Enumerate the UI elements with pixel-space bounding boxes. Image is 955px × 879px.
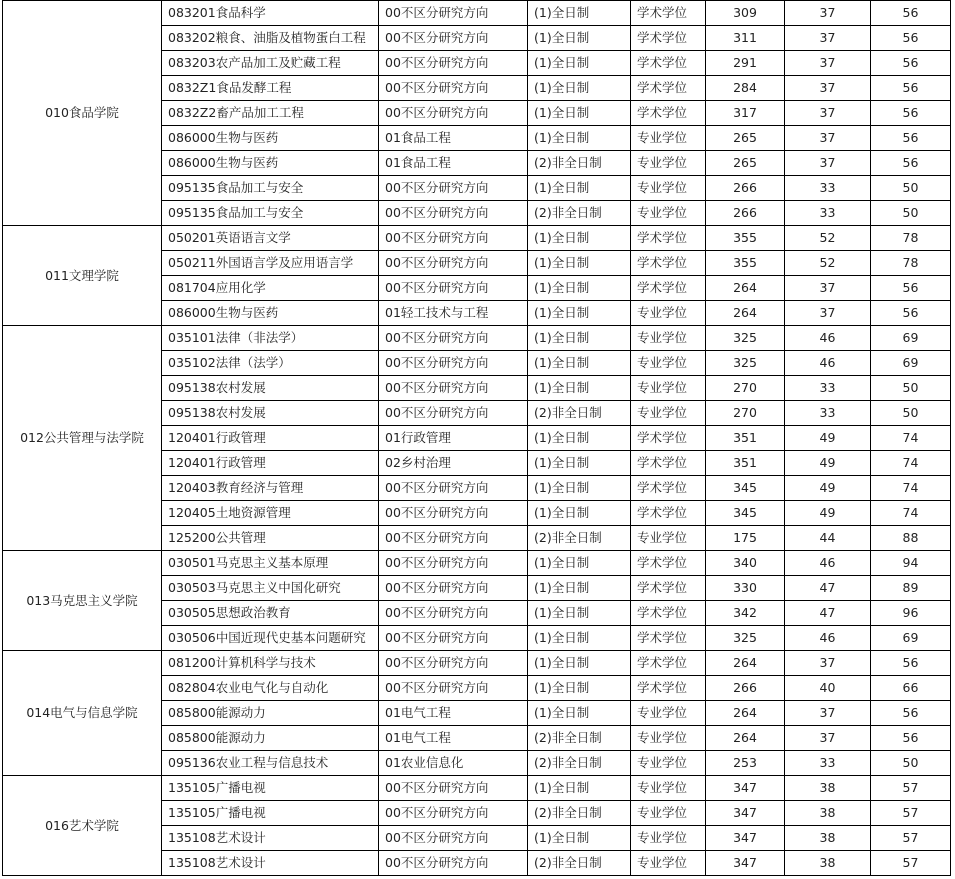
- single-subject-cell: 37: [785, 26, 871, 51]
- degree-type-cell: 专业学位: [631, 176, 706, 201]
- degree-type-cell: 学术学位: [631, 501, 706, 526]
- direction-cell: 01电气工程: [379, 726, 528, 751]
- major-cell: 095138农村发展: [162, 401, 379, 426]
- other-subject-cell: 50: [871, 401, 951, 426]
- single-subject-cell: 47: [785, 601, 871, 626]
- single-subject-cell: 49: [785, 476, 871, 501]
- total-score-cell: 291: [706, 51, 785, 76]
- single-subject-cell: 52: [785, 251, 871, 276]
- major-cell: 083203农产品加工及贮藏工程: [162, 51, 379, 76]
- single-subject-cell: 47: [785, 576, 871, 601]
- degree-type-cell: 专业学位: [631, 751, 706, 776]
- total-score-cell: 264: [706, 651, 785, 676]
- degree-type-cell: 学术学位: [631, 76, 706, 101]
- direction-cell: 01食品工程: [379, 126, 528, 151]
- single-subject-cell: 40: [785, 676, 871, 701]
- table-row: [3, 551, 951, 576]
- degree-type-cell: 专业学位: [631, 401, 706, 426]
- other-subject-cell: 56: [871, 1, 951, 26]
- total-score-cell: 355: [706, 226, 785, 251]
- single-subject-cell: 37: [785, 101, 871, 126]
- direction-cell: 00不区分研究方向: [379, 801, 528, 826]
- degree-type-cell: 学术学位: [631, 426, 706, 451]
- other-subject-cell: 57: [871, 776, 951, 801]
- other-subject-cell: 74: [871, 451, 951, 476]
- other-subject-cell: 56: [871, 726, 951, 751]
- direction-cell: 01行政管理: [379, 426, 528, 451]
- other-subject-cell: 50: [871, 201, 951, 226]
- study-mode-cell: (2)非全日制: [528, 801, 631, 826]
- total-score-cell: 264: [706, 276, 785, 301]
- direction-cell: 00不区分研究方向: [379, 226, 528, 251]
- degree-type-cell: 学术学位: [631, 676, 706, 701]
- study-mode-cell: (1)全日制: [528, 276, 631, 301]
- single-subject-cell: 33: [785, 201, 871, 226]
- major-cell: 030503马克思主义中国化研究: [162, 576, 379, 601]
- study-mode-cell: (1)全日制: [528, 701, 631, 726]
- total-score-cell: 342: [706, 601, 785, 626]
- direction-cell: 00不区分研究方向: [379, 351, 528, 376]
- total-score-cell: 311: [706, 26, 785, 51]
- study-mode-cell: (1)全日制: [528, 776, 631, 801]
- single-subject-cell: 37: [785, 1, 871, 26]
- total-score-cell: 355: [706, 251, 785, 276]
- total-score-cell: 253: [706, 751, 785, 776]
- direction-cell: 00不区分研究方向: [379, 201, 528, 226]
- direction-cell: 00不区分研究方向: [379, 576, 528, 601]
- direction-cell: 01电气工程: [379, 701, 528, 726]
- study-mode-cell: (1)全日制: [528, 351, 631, 376]
- other-subject-cell: 96: [871, 601, 951, 626]
- other-subject-cell: 88: [871, 526, 951, 551]
- degree-type-cell: 学术学位: [631, 101, 706, 126]
- degree-type-cell: 专业学位: [631, 851, 706, 876]
- major-cell: 135105广播电视: [162, 801, 379, 826]
- degree-type-cell: 专业学位: [631, 726, 706, 751]
- direction-cell: 00不区分研究方向: [379, 601, 528, 626]
- single-subject-cell: 33: [785, 376, 871, 401]
- degree-type-cell: 专业学位: [631, 351, 706, 376]
- other-subject-cell: 69: [871, 351, 951, 376]
- major-cell: 083202粮食、油脂及植物蛋白工程: [162, 26, 379, 51]
- degree-type-cell: 学术学位: [631, 576, 706, 601]
- total-score-cell: 347: [706, 851, 785, 876]
- single-subject-cell: 38: [785, 801, 871, 826]
- single-subject-cell: 44: [785, 526, 871, 551]
- total-score-cell: 264: [706, 701, 785, 726]
- total-score-cell: 265: [706, 126, 785, 151]
- total-score-cell: 175: [706, 526, 785, 551]
- college-cell: 014电气与信息学院: [3, 651, 162, 776]
- study-mode-cell: (1)全日制: [528, 576, 631, 601]
- total-score-cell: 265: [706, 151, 785, 176]
- degree-type-cell: 专业学位: [631, 801, 706, 826]
- degree-type-cell: 专业学位: [631, 526, 706, 551]
- single-subject-cell: 38: [785, 826, 871, 851]
- major-cell: 035102法律（法学）: [162, 351, 379, 376]
- other-subject-cell: 56: [871, 276, 951, 301]
- major-cell: 082804农业电气化与自动化: [162, 676, 379, 701]
- single-subject-cell: 33: [785, 176, 871, 201]
- total-score-cell: 264: [706, 301, 785, 326]
- study-mode-cell: (2)非全日制: [528, 751, 631, 776]
- degree-type-cell: 学术学位: [631, 251, 706, 276]
- direction-cell: 00不区分研究方向: [379, 526, 528, 551]
- total-score-cell: 351: [706, 451, 785, 476]
- table-row: [3, 326, 951, 351]
- other-subject-cell: 57: [871, 801, 951, 826]
- study-mode-cell: (2)非全日制: [528, 151, 631, 176]
- study-mode-cell: (2)非全日制: [528, 401, 631, 426]
- single-subject-cell: 38: [785, 776, 871, 801]
- direction-cell: 00不区分研究方向: [379, 376, 528, 401]
- major-cell: 085800能源动力: [162, 726, 379, 751]
- major-cell: 0832Z2畜产品加工工程: [162, 101, 379, 126]
- single-subject-cell: 37: [785, 701, 871, 726]
- study-mode-cell: (1)全日制: [528, 301, 631, 326]
- direction-cell: 00不区分研究方向: [379, 101, 528, 126]
- study-mode-cell: (1)全日制: [528, 426, 631, 451]
- total-score-cell: 325: [706, 351, 785, 376]
- direction-cell: 00不区分研究方向: [379, 251, 528, 276]
- single-subject-cell: 37: [785, 126, 871, 151]
- direction-cell: 00不区分研究方向: [379, 651, 528, 676]
- college-cell: 010食品学院: [3, 1, 162, 226]
- other-subject-cell: 74: [871, 501, 951, 526]
- single-subject-cell: 46: [785, 351, 871, 376]
- study-mode-cell: (1)全日制: [528, 251, 631, 276]
- single-subject-cell: 46: [785, 551, 871, 576]
- total-score-cell: 266: [706, 201, 785, 226]
- study-mode-cell: (1)全日制: [528, 51, 631, 76]
- direction-cell: 01轻工技术与工程: [379, 301, 528, 326]
- study-mode-cell: (1)全日制: [528, 501, 631, 526]
- study-mode-cell: (2)非全日制: [528, 526, 631, 551]
- study-mode-cell: (1)全日制: [528, 601, 631, 626]
- major-cell: 135105广播电视: [162, 776, 379, 801]
- other-subject-cell: 50: [871, 751, 951, 776]
- study-mode-cell: (1)全日制: [528, 76, 631, 101]
- other-subject-cell: 56: [871, 76, 951, 101]
- degree-type-cell: 学术学位: [631, 51, 706, 76]
- major-cell: 035101法律（非法学）: [162, 326, 379, 351]
- study-mode-cell: (1)全日制: [528, 126, 631, 151]
- major-cell: 095135食品加工与安全: [162, 176, 379, 201]
- other-subject-cell: 56: [871, 126, 951, 151]
- degree-type-cell: 专业学位: [631, 301, 706, 326]
- college-cell: 013马克思主义学院: [3, 551, 162, 651]
- direction-cell: 00不区分研究方向: [379, 326, 528, 351]
- total-score-cell: 270: [706, 376, 785, 401]
- other-subject-cell: 89: [871, 576, 951, 601]
- total-score-cell: 330: [706, 576, 785, 601]
- table-row: [3, 776, 951, 801]
- major-cell: 0832Z1食品发酵工程: [162, 76, 379, 101]
- single-subject-cell: 37: [785, 51, 871, 76]
- other-subject-cell: 56: [871, 101, 951, 126]
- total-score-cell: 270: [706, 401, 785, 426]
- degree-type-cell: 专业学位: [631, 701, 706, 726]
- direction-cell: 00不区分研究方向: [379, 626, 528, 651]
- study-mode-cell: (1)全日制: [528, 551, 631, 576]
- study-mode-cell: (1)全日制: [528, 26, 631, 51]
- major-cell: 095136农业工程与信息技术: [162, 751, 379, 776]
- degree-type-cell: 专业学位: [631, 326, 706, 351]
- study-mode-cell: (2)非全日制: [528, 726, 631, 751]
- degree-type-cell: 学术学位: [631, 276, 706, 301]
- single-subject-cell: 49: [785, 426, 871, 451]
- total-score-cell: 266: [706, 676, 785, 701]
- major-cell: 030506中国近现代史基本问题研究: [162, 626, 379, 651]
- total-score-cell: 284: [706, 76, 785, 101]
- direction-cell: 00不区分研究方向: [379, 51, 528, 76]
- single-subject-cell: 33: [785, 401, 871, 426]
- major-cell: 081200计算机科学与技术: [162, 651, 379, 676]
- major-cell: 086000生物与医药: [162, 151, 379, 176]
- degree-type-cell: 专业学位: [631, 201, 706, 226]
- major-cell: 083201食品科学: [162, 1, 379, 26]
- table-body: [3, 1, 951, 876]
- other-subject-cell: 56: [871, 151, 951, 176]
- study-mode-cell: (1)全日制: [528, 451, 631, 476]
- study-mode-cell: (1)全日制: [528, 676, 631, 701]
- direction-cell: 00不区分研究方向: [379, 851, 528, 876]
- degree-type-cell: 专业学位: [631, 776, 706, 801]
- major-cell: 030501马克思主义基本原理: [162, 551, 379, 576]
- other-subject-cell: 66: [871, 676, 951, 701]
- other-subject-cell: 69: [871, 626, 951, 651]
- degree-type-cell: 学术学位: [631, 476, 706, 501]
- total-score-cell: 347: [706, 826, 785, 851]
- degree-type-cell: 专业学位: [631, 151, 706, 176]
- college-cell: 012公共管理与法学院: [3, 326, 162, 551]
- major-cell: 085800能源动力: [162, 701, 379, 726]
- degree-type-cell: 专业学位: [631, 376, 706, 401]
- total-score-cell: 264: [706, 726, 785, 751]
- table-row: [3, 651, 951, 676]
- other-subject-cell: 94: [871, 551, 951, 576]
- direction-cell: 00不区分研究方向: [379, 676, 528, 701]
- direction-cell: 00不区分研究方向: [379, 76, 528, 101]
- single-subject-cell: 37: [785, 76, 871, 101]
- degree-type-cell: 学术学位: [631, 26, 706, 51]
- degree-type-cell: 学术学位: [631, 226, 706, 251]
- table-row: [3, 1, 951, 26]
- study-mode-cell: (1)全日制: [528, 1, 631, 26]
- total-score-cell: 345: [706, 501, 785, 526]
- total-score-cell: 317: [706, 101, 785, 126]
- degree-type-cell: 学术学位: [631, 601, 706, 626]
- other-subject-cell: 69: [871, 326, 951, 351]
- major-cell: 120403教育经济与管理: [162, 476, 379, 501]
- total-score-cell: 347: [706, 776, 785, 801]
- total-score-cell: 351: [706, 426, 785, 451]
- other-subject-cell: 74: [871, 476, 951, 501]
- major-cell: 050211外国语言学及应用语言学: [162, 251, 379, 276]
- major-cell: 095138农村发展: [162, 376, 379, 401]
- major-cell: 120401行政管理: [162, 426, 379, 451]
- major-cell: 081704应用化学: [162, 276, 379, 301]
- other-subject-cell: 78: [871, 251, 951, 276]
- single-subject-cell: 38: [785, 851, 871, 876]
- direction-cell: 02乡村治理: [379, 451, 528, 476]
- total-score-cell: 309: [706, 1, 785, 26]
- single-subject-cell: 46: [785, 626, 871, 651]
- direction-cell: 00不区分研究方向: [379, 26, 528, 51]
- other-subject-cell: 56: [871, 651, 951, 676]
- single-subject-cell: 37: [785, 651, 871, 676]
- degree-type-cell: 学术学位: [631, 451, 706, 476]
- study-mode-cell: (1)全日制: [528, 326, 631, 351]
- degree-type-cell: 学术学位: [631, 626, 706, 651]
- direction-cell: 00不区分研究方向: [379, 501, 528, 526]
- admission-score-table: [2, 0, 951, 876]
- other-subject-cell: 56: [871, 301, 951, 326]
- major-cell: 135108艺术设计: [162, 826, 379, 851]
- major-cell: 120405土地资源管理: [162, 501, 379, 526]
- study-mode-cell: (1)全日制: [528, 376, 631, 401]
- college-cell: 011文理学院: [3, 226, 162, 326]
- direction-cell: 00不区分研究方向: [379, 776, 528, 801]
- major-cell: 095135食品加工与安全: [162, 201, 379, 226]
- total-score-cell: 345: [706, 476, 785, 501]
- single-subject-cell: 37: [785, 301, 871, 326]
- study-mode-cell: (1)全日制: [528, 226, 631, 251]
- degree-type-cell: 学术学位: [631, 651, 706, 676]
- total-score-cell: 325: [706, 326, 785, 351]
- direction-cell: 01农业信息化: [379, 751, 528, 776]
- single-subject-cell: 37: [785, 726, 871, 751]
- other-subject-cell: 56: [871, 51, 951, 76]
- direction-cell: 00不区分研究方向: [379, 1, 528, 26]
- total-score-cell: 266: [706, 176, 785, 201]
- direction-cell: 00不区分研究方向: [379, 551, 528, 576]
- single-subject-cell: 37: [785, 276, 871, 301]
- other-subject-cell: 56: [871, 701, 951, 726]
- other-subject-cell: 74: [871, 426, 951, 451]
- major-cell: 135108艺术设计: [162, 851, 379, 876]
- study-mode-cell: (1)全日制: [528, 626, 631, 651]
- major-cell: 120401行政管理: [162, 451, 379, 476]
- degree-type-cell: 学术学位: [631, 551, 706, 576]
- degree-type-cell: 学术学位: [631, 1, 706, 26]
- college-cell: 016艺术学院: [3, 776, 162, 876]
- single-subject-cell: 33: [785, 751, 871, 776]
- study-mode-cell: (1)全日制: [528, 176, 631, 201]
- study-mode-cell: (2)非全日制: [528, 201, 631, 226]
- single-subject-cell: 52: [785, 226, 871, 251]
- study-mode-cell: (1)全日制: [528, 476, 631, 501]
- other-subject-cell: 57: [871, 851, 951, 876]
- major-cell: 030505思想政治教育: [162, 601, 379, 626]
- direction-cell: 00不区分研究方向: [379, 826, 528, 851]
- other-subject-cell: 57: [871, 826, 951, 851]
- other-subject-cell: 50: [871, 176, 951, 201]
- total-score-cell: 325: [706, 626, 785, 651]
- major-cell: 086000生物与医药: [162, 126, 379, 151]
- study-mode-cell: (1)全日制: [528, 651, 631, 676]
- table-row: [3, 226, 951, 251]
- other-subject-cell: 56: [871, 26, 951, 51]
- other-subject-cell: 78: [871, 226, 951, 251]
- degree-type-cell: 专业学位: [631, 126, 706, 151]
- total-score-cell: 347: [706, 801, 785, 826]
- single-subject-cell: 49: [785, 451, 871, 476]
- study-mode-cell: (1)全日制: [528, 826, 631, 851]
- major-cell: 125200公共管理: [162, 526, 379, 551]
- other-subject-cell: 50: [871, 376, 951, 401]
- major-cell: 050201英语语言文学: [162, 226, 379, 251]
- single-subject-cell: 46: [785, 326, 871, 351]
- direction-cell: 00不区分研究方向: [379, 476, 528, 501]
- single-subject-cell: 49: [785, 501, 871, 526]
- degree-type-cell: 专业学位: [631, 826, 706, 851]
- study-mode-cell: (1)全日制: [528, 101, 631, 126]
- single-subject-cell: 37: [785, 151, 871, 176]
- major-cell: 086000生物与医药: [162, 301, 379, 326]
- direction-cell: 00不区分研究方向: [379, 401, 528, 426]
- direction-cell: 00不区分研究方向: [379, 176, 528, 201]
- total-score-cell: 340: [706, 551, 785, 576]
- direction-cell: 00不区分研究方向: [379, 276, 528, 301]
- study-mode-cell: (2)非全日制: [528, 851, 631, 876]
- direction-cell: 01食品工程: [379, 151, 528, 176]
